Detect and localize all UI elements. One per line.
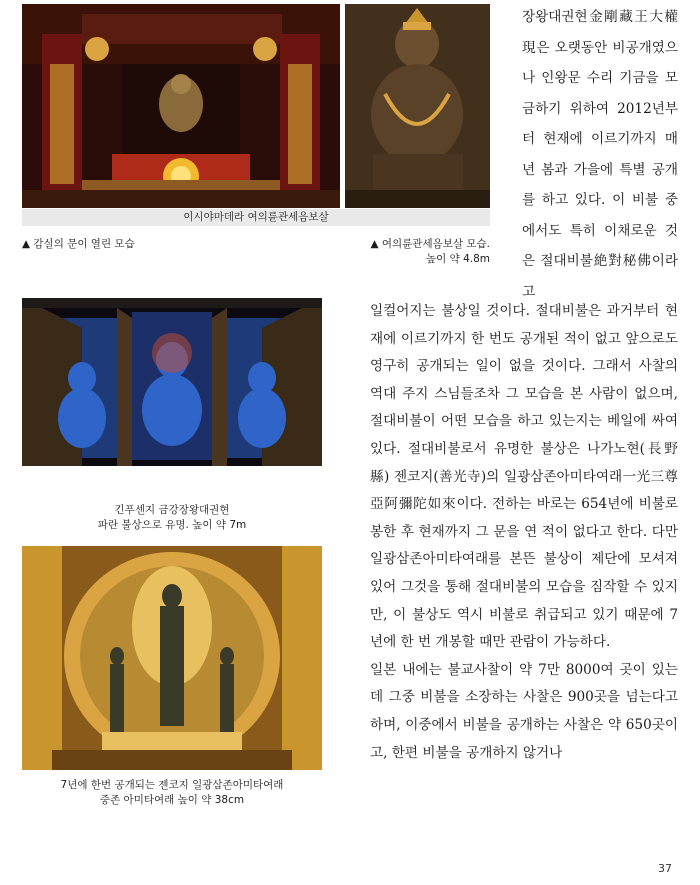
nyoirin-statue-image xyxy=(345,4,490,208)
body-paragraph-2: 일본 내에는 불교사찰이 약 7만 8000여 곳이 있는데 그중 비불을 소장하는 사찰은 900곳을 넘는다고 하며, 이중에서 비불을 공개하는 사찰은 약 650곳이고, 한편 비불을 공개하지 않거나 xyxy=(370,661,678,761)
photo-blue-deity xyxy=(22,298,322,466)
temple-altar-caption: ▲ 감실의 문이 열린 모습 xyxy=(22,238,135,250)
blue-deity-caption-line2: 파란 불상으로 유명. 높이 약 7m xyxy=(97,519,247,531)
nyoirin-caption-line1: ▲ 여의륜관세음보살 모습. xyxy=(370,238,490,250)
nyoirin-caption-line2: 높이 약 4.8m xyxy=(425,253,490,265)
body-paragraph-1: 일컬어지는 불상일 것이다. 절대비불은 과거부터 현재에 이르기까지 한 번도 공개된 적이 없고 앞으로도 영구히 공개되는 일이 없을 것이다. 그래서 사찰의 역대 주지 스님들조차 그 모습을 본 사람이 없으며, 절대비불이 어떤 모습을 하고 있는지는 베일에 싸여 있다. 절대비불로서 유명한 불상은 나가노현(長野縣) 젠코지(善光寺)의 일광삼존아미타여래一光三尊亞阿彌陀如來이다. 전하는 바로는 654년에 비불로 봉한 후 현재까지 그 문을 연 적이 없다고 한다. 다만 일광삼존아미타여래를 본뜬 불상이 제단에 모셔져 있어 그것을 통해 절대비불의 모습을 짐작할 수 있지만, 이 불상도 역시 비불로 취급되고 있기 때문에 7년에 한 번 개봉할 때만 관람이 가능하다. xyxy=(370,303,678,651)
blue-deity-caption-line1: 긴푸센지 금강장왕대권현 xyxy=(114,504,230,516)
photo-temple-altar xyxy=(22,4,340,208)
page-number: 37 xyxy=(658,862,672,875)
photo-golden-triad xyxy=(22,546,322,770)
body-text-wide-column xyxy=(370,298,678,767)
golden-triad-caption-line2: 중존 아미타여래 높이 약 38cm xyxy=(99,794,245,806)
golden-triad-caption xyxy=(22,778,322,808)
photo-nyoirin-statue xyxy=(345,4,490,208)
narrow-paragraph: 장왕대권현金剛藏王大權現은 오랫동안 비공개였으나 인왕문 수리 기금을 모금하기 위하여 2012년부터 현재에 이르기까지 매년 봄과 가을에 특별 공개를 하고 있다. 이 비불 중에서도 특히 이채로운 것은 절대비불絶對秘佛이라고 xyxy=(522,9,678,300)
blue-deity-caption xyxy=(22,503,322,533)
temple-altar-caption-bar: 이시야마데라 여의륜관세음보살 xyxy=(22,209,490,226)
blue-deity-image xyxy=(22,298,322,466)
temple-altar-image xyxy=(22,4,340,208)
golden-triad-caption-line1: 7년에 한번 공개되는 젠코지 일광삼존아미타여래 xyxy=(60,779,284,791)
golden-triad-image xyxy=(22,546,322,770)
nyoirin-statue-caption xyxy=(340,237,490,267)
body-text-narrow-column xyxy=(522,2,678,307)
